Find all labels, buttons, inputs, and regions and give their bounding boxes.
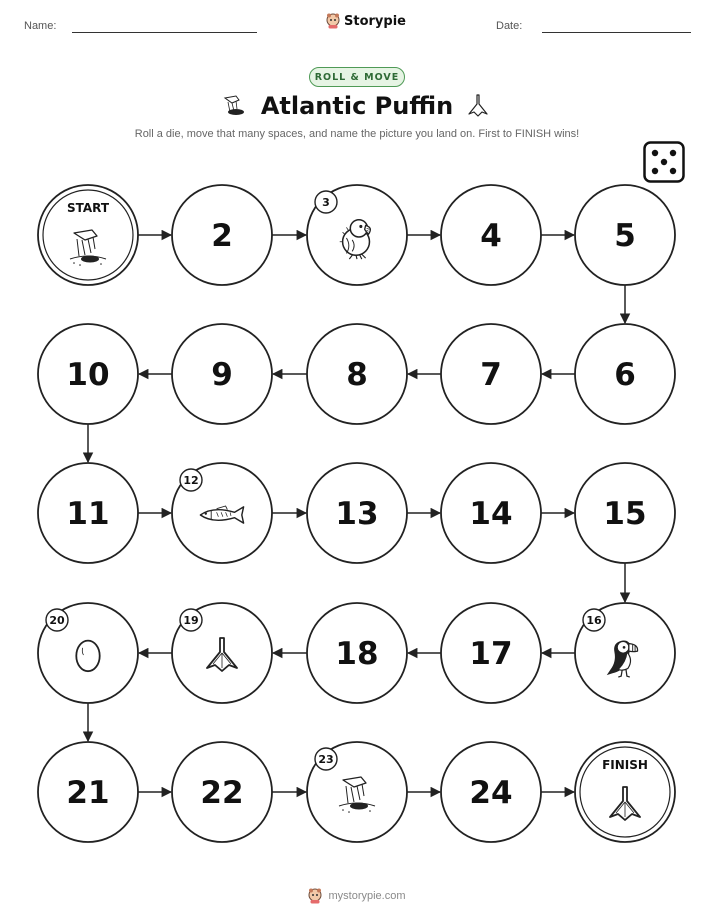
board-space-9[interactable] — [172, 324, 272, 424]
space-number: 7 — [480, 357, 502, 393]
instructions: Roll a die, move that many spaces, and name the picture you land on. First to FINISH wins! — [134, 128, 580, 140]
space-number: 20 — [49, 614, 65, 627]
space-number: 23 — [318, 753, 334, 766]
board-space-2[interactable] — [172, 185, 272, 285]
board-space-22[interactable] — [172, 742, 272, 842]
board-space-10[interactable] — [38, 324, 138, 424]
board-space-8[interactable] — [307, 324, 407, 424]
board-space-4[interactable] — [441, 185, 541, 285]
space-number: 9 — [211, 357, 233, 393]
board-space-24[interactable] — [441, 742, 541, 842]
activity-tag: ROLL & MOVE — [309, 67, 405, 87]
board-space-20[interactable] — [38, 603, 138, 703]
brand-name: Storypie — [344, 13, 406, 29]
space-number: 24 — [469, 775, 513, 811]
storypie-mascot-icon — [308, 888, 322, 904]
board-space-11[interactable] — [38, 463, 138, 563]
space-number: 12 — [183, 474, 199, 487]
board-space-5[interactable] — [575, 185, 675, 285]
board-space-3[interactable] — [307, 185, 407, 285]
space-number: 16 — [586, 614, 602, 627]
board-space-16[interactable] — [575, 603, 675, 703]
start-space[interactable] — [38, 185, 138, 285]
space-number: 2 — [211, 218, 233, 254]
page-title: Atlantic Puffin — [260, 92, 454, 120]
space-number: 8 — [346, 357, 368, 393]
space-number: 6 — [614, 357, 636, 393]
board-space-19[interactable] — [172, 603, 272, 703]
space-number: 5 — [614, 218, 636, 254]
egg-icon — [76, 641, 99, 672]
space-number: 17 — [469, 636, 513, 672]
board-space-17[interactable] — [441, 603, 541, 703]
name-label: Name: — [24, 20, 57, 32]
space-number: 10 — [66, 357, 110, 393]
board-space-6[interactable] — [575, 324, 675, 424]
finish-space[interactable] — [575, 742, 675, 842]
space-number: 14 — [469, 496, 513, 532]
board-space-21[interactable] — [38, 742, 138, 842]
space-number: 18 — [335, 636, 379, 672]
board-space-18[interactable] — [307, 603, 407, 703]
space-label: START — [66, 201, 110, 215]
date-label: Date: — [496, 20, 523, 32]
board-space-12[interactable] — [172, 463, 272, 563]
space-number: 22 — [200, 775, 244, 811]
space-number: 21 — [66, 775, 110, 811]
space-number: 4 — [480, 218, 502, 254]
space-label: FINISH — [602, 758, 648, 772]
space-number: 3 — [322, 196, 330, 209]
board-space-14[interactable] — [441, 463, 541, 563]
board-space-13[interactable] — [307, 463, 407, 563]
board-space-23[interactable] — [307, 742, 407, 842]
footer — [0, 888, 714, 904]
space-number: 13 — [335, 496, 379, 532]
board-space-15[interactable] — [575, 463, 675, 563]
space-number: 15 — [603, 496, 647, 532]
space-number: 19 — [183, 614, 199, 627]
space-number: 11 — [66, 496, 110, 532]
board-space-7[interactable] — [441, 324, 541, 424]
footer-url[interactable]: mystorypie.com — [328, 890, 406, 902]
